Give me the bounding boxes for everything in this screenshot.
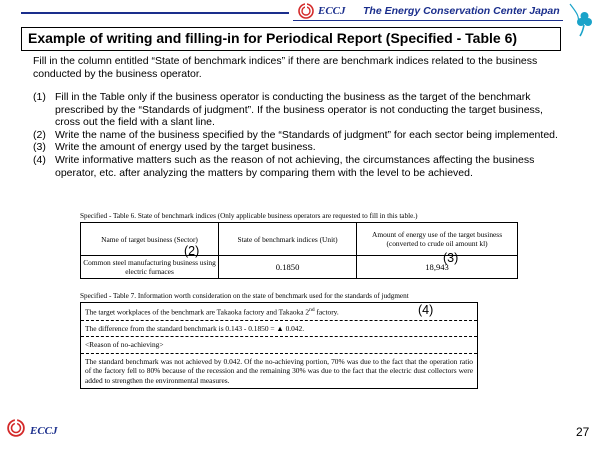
marker-3: (3)	[443, 251, 459, 265]
intro-paragraph: Fill in the column entitled “State of benchmark indices” if there are benchmark indices related to the business conducted by the business operator.	[33, 55, 538, 80]
information-table	[80, 302, 478, 389]
table-cell: 18,943	[357, 256, 518, 279]
item-number: (1)	[33, 91, 46, 103]
marker-2: (2)	[184, 244, 200, 258]
list-item	[33, 129, 563, 142]
eccj-logo-icon	[298, 3, 314, 19]
list-item	[33, 154, 563, 179]
page-title: Example of writing and filling-in for Periodical Report (Specified - Table 6)	[21, 27, 561, 51]
organization-name: The Energy Conservation Center Japan	[363, 5, 560, 17]
instruction-list	[33, 91, 563, 179]
list-item	[33, 91, 563, 129]
header-rule-left	[21, 12, 289, 14]
table-header-cell: Amount of energy use of the target business (converted to crude oil amount kl)	[357, 223, 518, 256]
item-text: Write informative matters such as the reason of not achieving, the circumstances affecting the business operator, etc. after analyzing the matters by comparing them with the level to be achieved.	[55, 153, 535, 179]
table-row: <Reason of no-achieving>	[81, 337, 477, 354]
table-header-cell: Name of target business (Sector)	[81, 223, 219, 256]
row-text: factory.	[314, 307, 339, 317]
row-text: The target workplaces of the benchmark are Takaoka factory and Takaoka 2	[85, 307, 310, 317]
table-header-cell: State of benchmark indices (Unit)	[219, 223, 357, 256]
page-number: 27	[576, 425, 590, 439]
item-number: (3)	[33, 141, 46, 154]
marker-4: (4)	[418, 303, 434, 317]
item-number: (2)	[33, 128, 46, 141]
table-cell: 0.1850	[219, 256, 357, 279]
item-number: (4)	[33, 153, 46, 166]
clover-leaf-icon	[566, 2, 596, 38]
item-text: Write the name of the business specified by the “Standards of judgment” for each sector being implemented.	[55, 128, 558, 141]
item-text: Write the amount of energy used by the target business.	[55, 141, 316, 154]
table-cell: Common steel manufacturing business using electric furnaces	[81, 256, 219, 279]
table7-caption: Specified - Table 7. Information worth consideration on the state of benchmark used for the standards of judgment	[80, 292, 409, 300]
superscript: nd	[309, 307, 315, 313]
table-row: The standard benchmark was not achieved by 0.042. Of the no-achieving portion, 70% was due to the fact that the operation ratio of the factory fell to 80% because of the recession and the remaining 30% was due to the fact that the electric dust collectors were added to strengthen the environmental measures.	[85, 356, 473, 385]
footer-logo-text: ECCJ	[30, 425, 58, 437]
footer-eccj-logo-icon	[7, 419, 25, 437]
item-text: Fill in the Table only if the business operator is conducting the business as the target of the benchmark prescribed by the “Standards of judgment”. If the business operator is not conducting the target business, cross out the field with a slant line.	[55, 91, 543, 129]
header-rule-right	[293, 20, 563, 21]
table-row: The difference from the standard benchmark is 0.143 - 0.1850 = ▲ 0.042.	[81, 321, 477, 338]
list-item	[33, 141, 563, 154]
header-logo-text: ECCJ	[318, 5, 346, 17]
table-row	[81, 303, 477, 321]
table6-caption: Specified - Table 6. State of benchmark indices (Only applicable business operators are requested to fill in this table.)	[80, 212, 418, 220]
